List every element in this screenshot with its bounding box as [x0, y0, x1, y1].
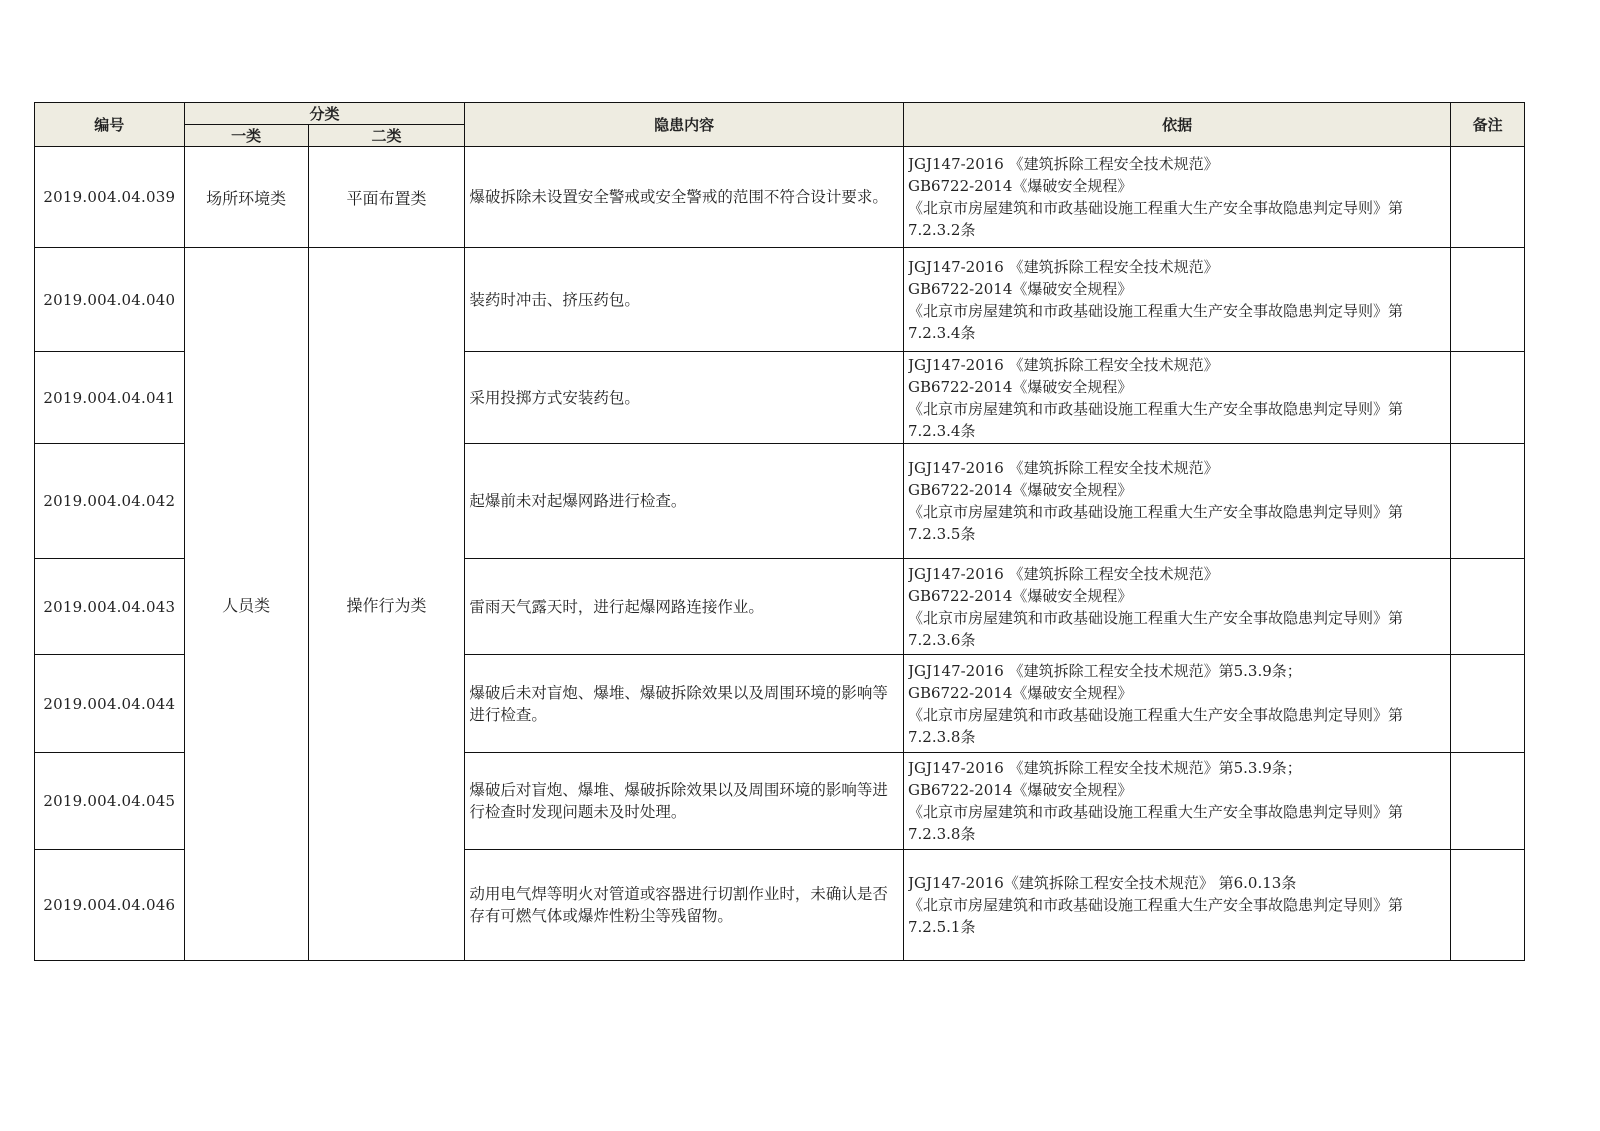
row-basis	[903, 444, 1450, 559]
basis-line: JGJ147-2016 《建筑拆除工程安全技术规范》	[907, 257, 1219, 276]
row-id: 2019.004.04.042	[35, 444, 185, 559]
hazard-table	[34, 102, 1525, 961]
basis-line: 《北京市房屋建筑和市政基础设施工程重大生产安全事故隐患判定导则》第7.2.3.8条	[907, 803, 1403, 843]
row-basis	[903, 655, 1450, 753]
merged-cat1: 人员类	[184, 248, 308, 961]
header-id: 编号	[35, 103, 185, 147]
header-cat1: 一类	[184, 125, 308, 147]
row-basis	[903, 850, 1450, 961]
row-note	[1451, 655, 1525, 753]
row-id: 2019.004.04.043	[35, 559, 185, 655]
row-id: 2019.004.04.045	[35, 753, 185, 850]
row-hazard: 采用投掷方式安装药包。	[465, 352, 904, 444]
basis-line: GB6722-2014《爆破安全规程》	[907, 177, 1133, 195]
header-category: 分类	[184, 103, 465, 125]
row-basis	[903, 352, 1450, 444]
basis-line: 《北京市房屋建筑和市政基础设施工程重大生产安全事故隐患判定导则》第7.2.3.4条	[907, 301, 1403, 342]
row-basis	[903, 248, 1450, 352]
row-note	[1451, 444, 1525, 559]
row-hazard: 爆破拆除未设置安全警戒或安全警戒的范围不符合设计要求。	[465, 147, 904, 248]
header-note: 备注	[1451, 103, 1525, 147]
basis-line: JGJ147-2016 《建筑拆除工程安全技术规范》	[907, 564, 1219, 583]
row-hazard: 雷雨天气露天时，进行起爆网路连接作业。	[465, 559, 904, 655]
basis-line: JGJ147-2016 《建筑拆除工程安全技术规范》第5.3.9条；	[907, 759, 1302, 777]
basis-line: GB6722-2014《爆破安全规程》	[907, 377, 1133, 396]
header-basis: 依据	[903, 103, 1450, 147]
row-note	[1451, 147, 1525, 248]
table-header	[35, 103, 1525, 147]
basis-line: 《北京市房屋建筑和市政基础设施工程重大生产安全事故隐患判定导则》第7.2.3.5条	[907, 503, 1403, 543]
basis-line: 《北京市房屋建筑和市政基础设施工程重大生产安全事故隐患判定导则》第7.2.3.4条	[907, 399, 1403, 440]
basis-line: JGJ147-2016《建筑拆除工程安全技术规范》 第6.0.13条	[907, 874, 1297, 892]
merged-cat2: 操作行为类	[308, 248, 465, 961]
row-note	[1451, 248, 1525, 352]
basis-line: JGJ147-2016 《建筑拆除工程安全技术规范》	[907, 355, 1219, 374]
basis-line: 《北京市房屋建筑和市政基础设施工程重大生产安全事故隐患判定导则》第7.2.3.2条	[907, 199, 1403, 239]
header-hazard: 隐患内容	[465, 103, 904, 147]
row-cat2: 平面布置类	[308, 147, 465, 248]
basis-line: JGJ147-2016 《建筑拆除工程安全技术规范》	[907, 459, 1219, 477]
row-hazard: 动用电气焊等明火对管道或容器进行切割作业时，未确认是否存有可燃气体或爆炸性粉尘等残留物。	[465, 850, 904, 961]
row-id: 2019.004.04.041	[35, 352, 185, 444]
row-cat1: 场所环境类	[184, 147, 308, 248]
row-id: 2019.004.04.044	[35, 655, 185, 753]
table-row	[35, 147, 1525, 248]
row-hazard: 装药时冲击、挤压药包。	[465, 248, 904, 352]
basis-line: 《北京市房屋建筑和市政基础设施工程重大生产安全事故隐患判定导则》第7.2.3.6条	[907, 608, 1403, 649]
row-note	[1451, 753, 1525, 850]
row-id: 2019.004.04.039	[35, 147, 185, 248]
table-row	[35, 248, 1525, 352]
header-cat2: 二类	[308, 125, 465, 147]
table-body	[35, 147, 1525, 961]
row-note	[1451, 352, 1525, 444]
row-hazard: 爆破后对盲炮、爆堆、爆破拆除效果以及周围环境的影响等进行检查时发现问题未及时处理。	[465, 753, 904, 850]
basis-line: GB6722-2014《爆破安全规程》	[907, 586, 1133, 605]
row-id: 2019.004.04.046	[35, 850, 185, 961]
row-note	[1451, 850, 1525, 961]
basis-line: GB6722-2014《爆破安全规程》	[907, 481, 1133, 499]
basis-line: JGJ147-2016 《建筑拆除工程安全技术规范》第5.3.9条；	[907, 661, 1302, 680]
basis-line: JGJ147-2016 《建筑拆除工程安全技术规范》	[907, 155, 1219, 173]
row-basis	[903, 559, 1450, 655]
row-hazard: 爆破后未对盲炮、爆堆、爆破拆除效果以及周围环境的影响等进行检查。	[465, 655, 904, 753]
basis-line: GB6722-2014《爆破安全规程》	[907, 781, 1133, 799]
basis-line: 《北京市房屋建筑和市政基础设施工程重大生产安全事故隐患判定导则》第7.2.3.8条	[907, 705, 1403, 746]
row-basis	[903, 753, 1450, 850]
row-basis	[903, 147, 1450, 248]
row-id: 2019.004.04.040	[35, 248, 185, 352]
basis-line: 《北京市房屋建筑和市政基础设施工程重大生产安全事故隐患判定导则》第7.2.5.1条	[907, 896, 1403, 936]
row-note	[1451, 559, 1525, 655]
row-hazard: 起爆前未对起爆网路进行检查。	[465, 444, 904, 559]
basis-line: GB6722-2014《爆破安全规程》	[907, 279, 1133, 298]
basis-line: GB6722-2014《爆破安全规程》	[907, 683, 1133, 702]
